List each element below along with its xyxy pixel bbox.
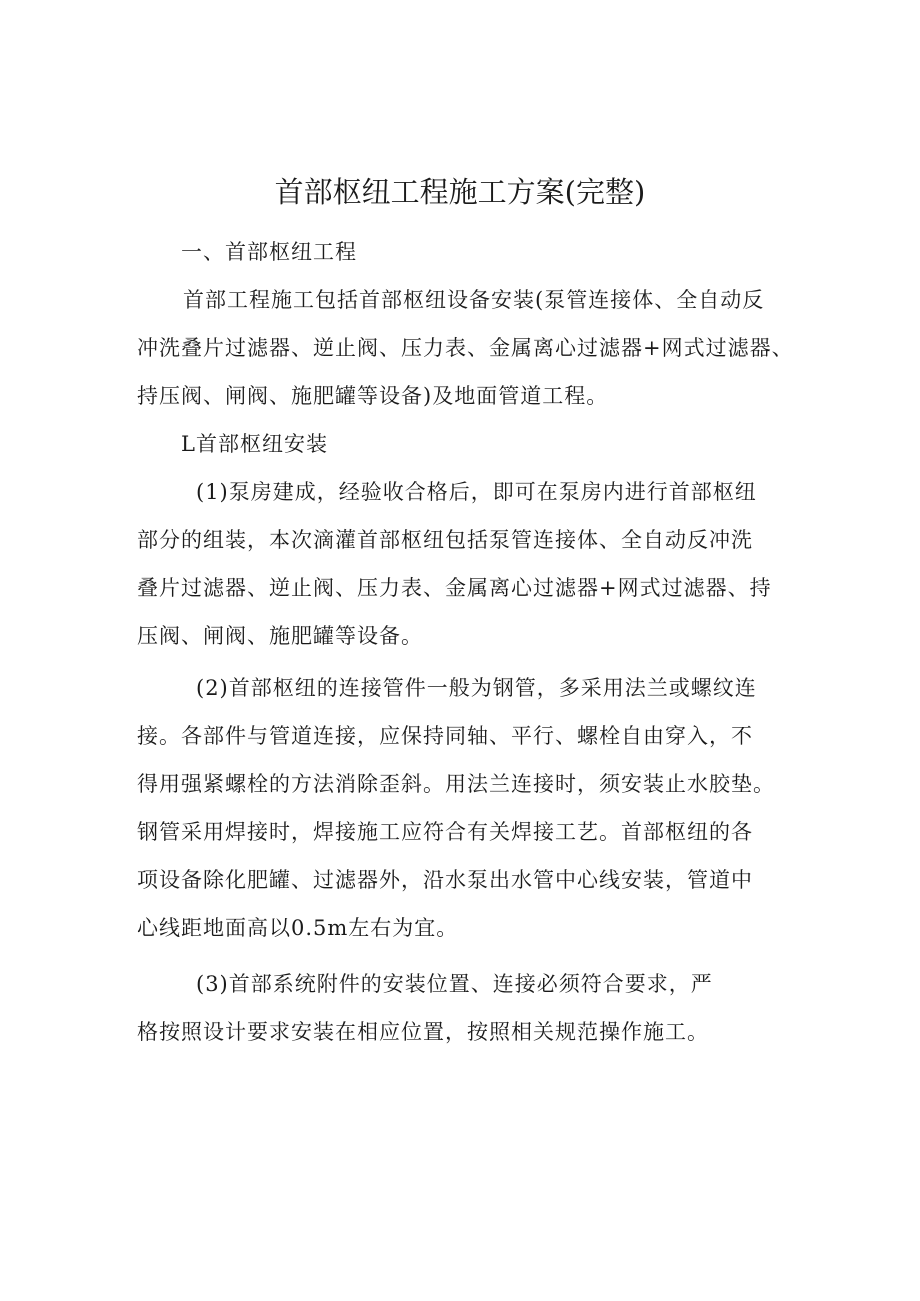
subheading: L首部枢纽安装 bbox=[181, 432, 328, 456]
paragraph-line: (2)首部枢纽的连接管件一般为钢管，多采用法兰或螺纹连 bbox=[196, 676, 757, 700]
item-1-paragraph bbox=[137, 468, 797, 660]
paragraph-line: 叠片过滤器、逆止阀、压力表、金属离心过滤器+网式过滤器、持 bbox=[137, 576, 772, 600]
paragraph-line: (3)首部系统附件的安装位置、连接必须符合要求，严 bbox=[196, 972, 713, 996]
paragraph-line: 冲洗叠片过滤器、逆止阀、压力表、金属离心过滤器+网式过滤器、 bbox=[137, 336, 794, 360]
paragraph-line: 格按照设计要求安装在相应位置，按照相关规范操作施工。 bbox=[137, 1020, 709, 1044]
item-2-paragraph bbox=[137, 664, 797, 952]
paragraph-line: 钢管采用焊接时，焊接施工应符合有关焊接工艺。首部枢纽的各 bbox=[137, 820, 753, 844]
section-heading: 一、首部枢纽工程 bbox=[181, 240, 357, 264]
paragraph-line: 持压阀、闸阀、施肥罐等设备)及地面管道工程。 bbox=[137, 384, 609, 408]
paragraph-line: 首部工程施工包括首部枢纽设备安装(泵管连接体、全自动反 bbox=[183, 288, 765, 312]
paragraph-line: 项设备除化肥罐、过滤器外，沿水泵出水管中心线安装，管道中 bbox=[137, 868, 753, 892]
document-title: 首部枢纽工程施工方案(完整) bbox=[274, 175, 646, 209]
item-3-paragraph bbox=[137, 960, 797, 1056]
paragraph-line: 得用强紧螺栓的方法消除歪斜。用法兰连接时，须安装止水胶垫。 bbox=[137, 772, 775, 796]
intro-paragraph bbox=[137, 276, 797, 420]
document-body bbox=[137, 228, 797, 1056]
paragraph-line: 压阀、闸阀、施肥罐等设备。 bbox=[137, 624, 423, 648]
paragraph-line: 接。各部件与管道连接，应保持同轴、平行、螺栓自由穿入，不 bbox=[137, 724, 753, 748]
paragraph-line: (1)泵房建成，经验收合格后，即可在泵房内进行首部枢纽 bbox=[196, 480, 757, 504]
paragraph-line: 心线距地面高以0.5m左右为宜。 bbox=[137, 916, 459, 940]
paragraph-line: 部分的组装，本次滴灌首部枢纽包括泵管连接体、全自动反冲洗 bbox=[137, 528, 753, 552]
